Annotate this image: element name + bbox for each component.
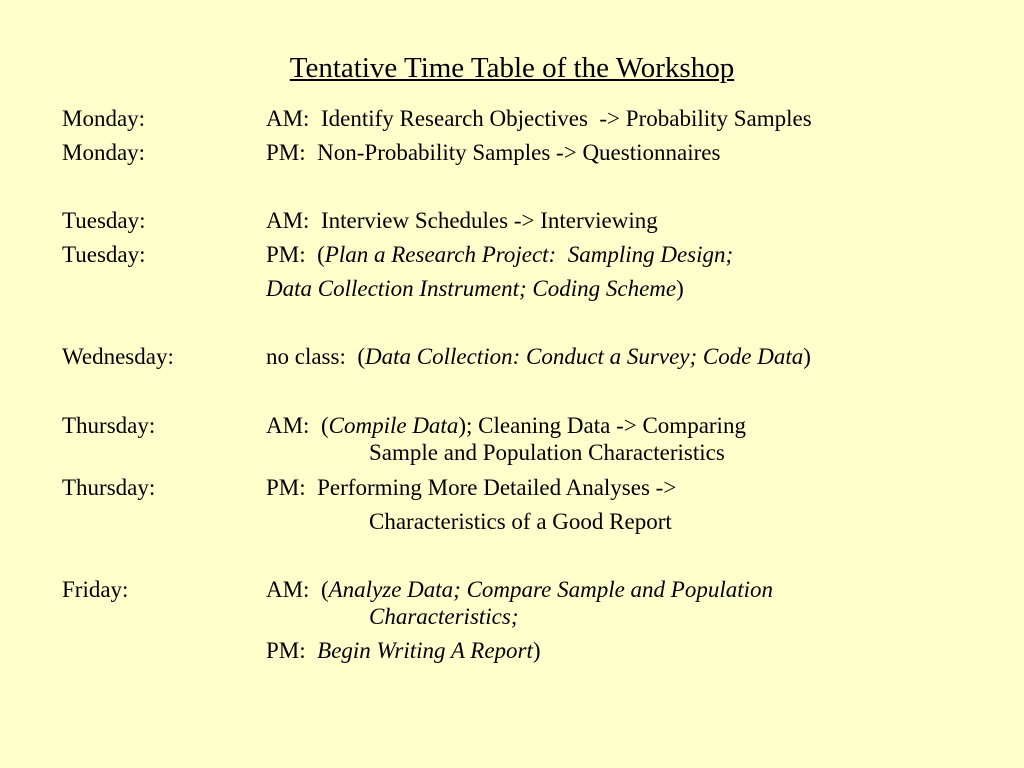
session-text bbox=[266, 342, 811, 372]
session-text: PM: Non-Probability Samples -> Questionnaires bbox=[266, 140, 721, 165]
day-label: Friday: bbox=[62, 577, 129, 602]
day-label: Wednesday: bbox=[62, 344, 174, 369]
session-italic: Data Collection: Conduct a Survey; Code Data bbox=[365, 344, 804, 369]
session-italic: Begin Writing A Report bbox=[317, 638, 533, 663]
page-title: Tentative Time Table of the Workshop bbox=[289, 52, 735, 84]
session-text bbox=[266, 636, 541, 666]
session-italic: Plan a Research Project: Sampling Design; bbox=[324, 242, 734, 267]
day-label: Monday: bbox=[62, 106, 146, 131]
day-label: Thursday: bbox=[62, 413, 156, 438]
session-prefix: PM: bbox=[266, 638, 318, 663]
session-text bbox=[266, 274, 684, 304]
session-text bbox=[266, 240, 733, 270]
session-suffix: ) bbox=[803, 344, 811, 369]
session-prefix: no class: ( bbox=[266, 344, 366, 369]
day-label: Monday: bbox=[62, 140, 146, 165]
session-prefix: AM: ( bbox=[266, 577, 329, 602]
session-continuation: Sample and Population Characteristics bbox=[369, 440, 725, 465]
day-label: Thursday: bbox=[62, 475, 156, 500]
day-label: Tuesday: bbox=[62, 208, 146, 233]
session-text: AM: Interview Schedules -> Interviewing bbox=[266, 208, 658, 233]
session-continuation: Characteristics; bbox=[369, 604, 519, 629]
session-prefix: PM: ( bbox=[266, 242, 325, 267]
session-italic: Compile Data bbox=[328, 413, 459, 438]
session-suffix: ) bbox=[532, 638, 541, 663]
session-prefix: AM: ( bbox=[266, 413, 329, 438]
session-text bbox=[266, 575, 773, 605]
session-text: AM: Identify Research Objectives -> Probability Samples bbox=[266, 106, 812, 131]
session-text: PM: Performing More Detailed Analyses -> bbox=[266, 475, 677, 500]
session-italic: Data Collection Instrument; Coding Scheme bbox=[266, 276, 677, 301]
session-suffix: ) bbox=[676, 276, 684, 301]
session-continuation: Characteristics of a Good Report bbox=[369, 509, 672, 534]
session-italic: Analyze Data; Compare Sample and Population bbox=[328, 577, 774, 602]
day-label: Tuesday: bbox=[62, 242, 146, 267]
session-text bbox=[266, 411, 746, 441]
session-rest: ); Cleaning Data -> Comparing bbox=[458, 413, 746, 438]
